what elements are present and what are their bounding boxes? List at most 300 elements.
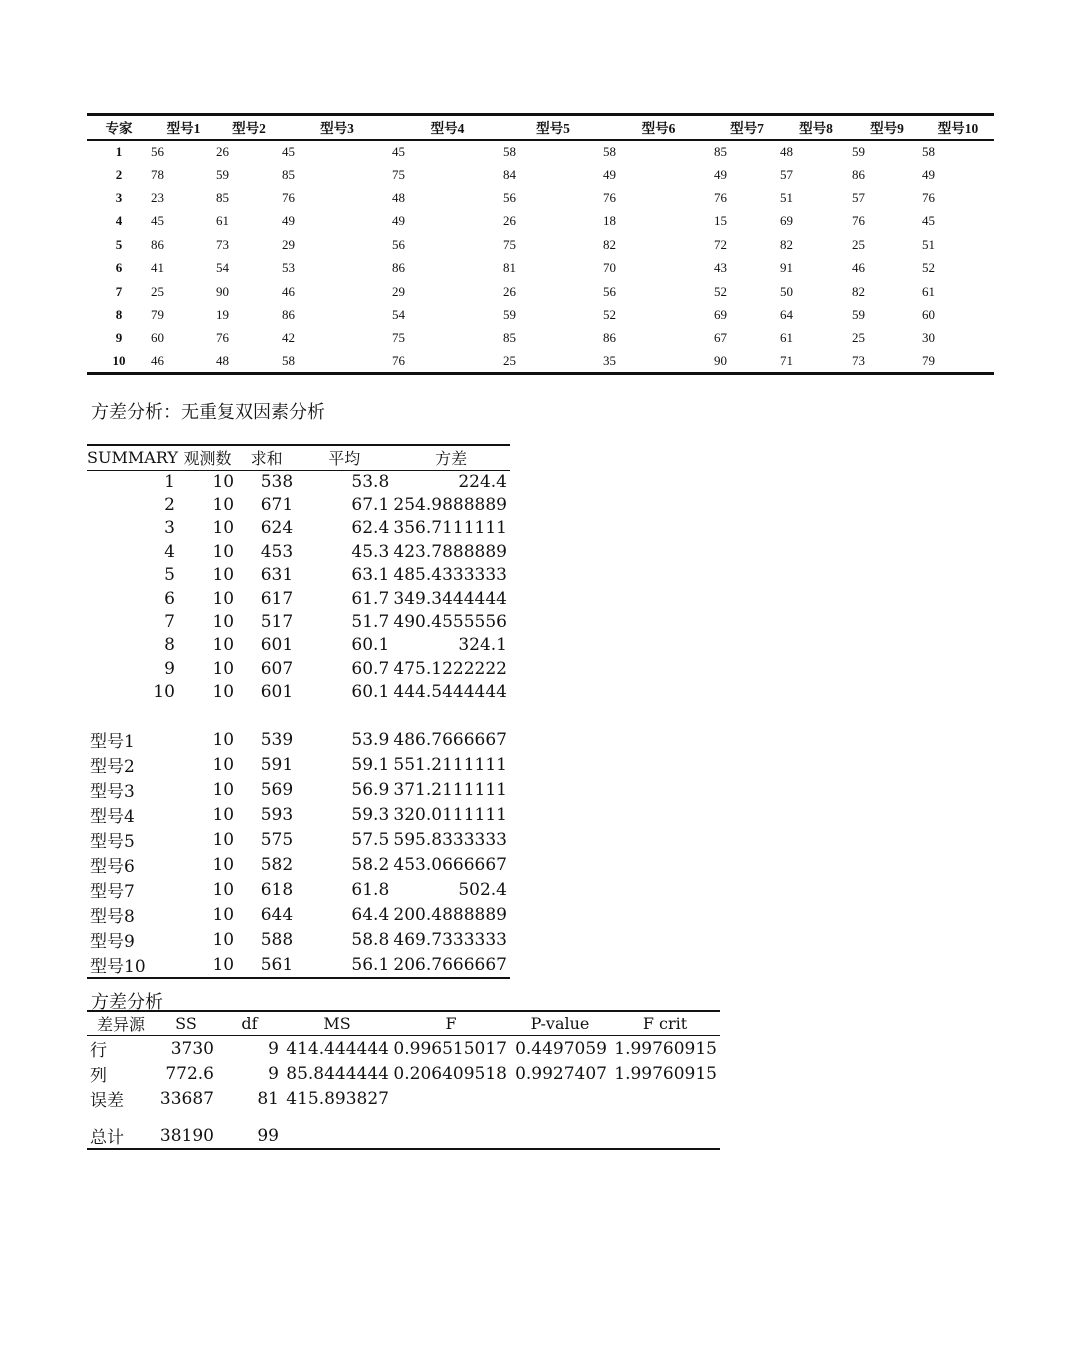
score-cell: 86 xyxy=(603,330,616,346)
anova-column-header: SS xyxy=(155,1011,217,1036)
summary-cell: 4 xyxy=(164,541,175,562)
score-cell: 45 xyxy=(392,143,405,159)
expert-id-cell: 5 xyxy=(115,236,123,252)
summary-row xyxy=(87,727,510,752)
anova-column-header: MS xyxy=(282,1011,392,1036)
summary-cell: 475.1222222 xyxy=(393,658,507,679)
score-cell: 90 xyxy=(714,352,727,368)
table-row xyxy=(87,233,994,256)
summary-cell: 631 xyxy=(260,565,294,586)
score-cell: 73 xyxy=(852,352,865,368)
anova-header-row xyxy=(87,1011,720,1036)
summary-row xyxy=(87,564,510,587)
summary-cell: 61.7 xyxy=(351,588,390,609)
summary-cell: 56.1 xyxy=(351,954,390,975)
summary-row xyxy=(87,657,510,680)
summary-cell: 58.8 xyxy=(351,929,390,950)
summary-cell: 10 xyxy=(212,929,235,950)
table-row xyxy=(87,280,994,303)
summary-cell: 254.9888889 xyxy=(393,495,507,516)
summary-cell: 453.0666667 xyxy=(393,854,507,875)
summary-cell: 10 xyxy=(212,635,235,656)
summary-row xyxy=(87,493,510,516)
summary-cell: 型号7 xyxy=(90,882,135,903)
summary-cell: 10 xyxy=(212,588,235,609)
score-cell: 69 xyxy=(714,306,727,322)
score-cell: 52 xyxy=(714,283,727,299)
score-cell: 58 xyxy=(503,143,516,159)
summary-row xyxy=(87,470,510,493)
score-cell: 58 xyxy=(922,143,935,159)
score-cell: 56 xyxy=(151,143,164,159)
score-cell: 46 xyxy=(852,260,865,276)
expert-id-cell: 6 xyxy=(115,260,123,276)
summary-cell: 型号9 xyxy=(90,932,135,953)
summary-cell: 10 xyxy=(212,779,235,800)
summary-cell: 10 xyxy=(212,729,235,750)
score-cell: 69 xyxy=(780,213,793,229)
score-cell: 29 xyxy=(282,236,295,252)
score-cell: 45 xyxy=(151,213,164,229)
score-cell: 49 xyxy=(603,166,616,182)
summary-cell: 349.3444444 xyxy=(393,588,507,609)
score-cell: 49 xyxy=(714,166,727,182)
anova-cell xyxy=(510,1123,610,1149)
score-cell: 85 xyxy=(503,330,516,346)
anova-cell: 总计 xyxy=(90,1128,124,1148)
score-cell: 76 xyxy=(282,189,295,205)
score-cell: 48 xyxy=(392,189,405,205)
summary-cell: 593 xyxy=(260,804,294,825)
summary-cell: 型号2 xyxy=(90,757,135,778)
summary-cell: 224.4 xyxy=(458,471,507,492)
summary-header-row xyxy=(87,445,510,470)
score-cell: 25 xyxy=(852,236,865,252)
column-header: 型号9 xyxy=(852,115,922,140)
anova-cell: 0.9927407 xyxy=(515,1063,607,1084)
anova-cell xyxy=(610,1086,720,1111)
summary-row xyxy=(87,827,510,852)
score-cell: 56 xyxy=(603,283,616,299)
summary-cell: 64.4 xyxy=(351,904,390,925)
score-cell: 18 xyxy=(603,213,616,229)
summary-cell: 206.7666667 xyxy=(393,954,507,975)
anova-cell: 9 xyxy=(268,1038,279,1059)
table-row xyxy=(87,256,994,279)
anova-cell: 81 xyxy=(257,1088,279,1109)
score-cell: 72 xyxy=(714,236,727,252)
score-cell: 53 xyxy=(282,260,295,276)
summary-cell: 型号6 xyxy=(90,857,135,878)
score-cell: 59 xyxy=(503,306,516,322)
anova-cell: 1.99760915 xyxy=(614,1063,717,1084)
score-cell: 61 xyxy=(922,283,935,299)
summary-cell: 9 xyxy=(164,658,175,679)
summary-cell: 423.7888889 xyxy=(393,541,507,562)
score-cell: 52 xyxy=(922,260,935,276)
summary-cell: 45.3 xyxy=(351,541,390,562)
column-header: 型号8 xyxy=(780,115,852,140)
summary-cell: 569 xyxy=(260,779,294,800)
score-cell: 45 xyxy=(282,143,295,159)
score-cell: 41 xyxy=(151,260,164,276)
column-header: 型号7 xyxy=(714,115,780,140)
anova-cell: 772.6 xyxy=(165,1063,214,1084)
summary-cell: 469.7333333 xyxy=(393,929,507,950)
score-cell: 26 xyxy=(503,283,516,299)
table-row xyxy=(87,163,994,186)
summary-cell: 60.1 xyxy=(351,635,390,656)
summary-cell: 10 xyxy=(212,471,235,492)
summary-cell: 1 xyxy=(164,471,175,492)
anova-table xyxy=(87,1010,720,1150)
table-row xyxy=(87,210,994,233)
summary-column-header: 方差 xyxy=(392,445,510,470)
summary-cell: 453 xyxy=(260,541,294,562)
score-cell: 25 xyxy=(852,330,865,346)
score-cell: 75 xyxy=(392,166,405,182)
score-cell: 86 xyxy=(151,236,164,252)
anova-cell: 误差 xyxy=(90,1091,124,1111)
score-cell: 86 xyxy=(852,166,865,182)
summary-cell: 60.1 xyxy=(351,682,390,703)
summary-cell: 59.1 xyxy=(351,754,390,775)
expert-table-header-row xyxy=(87,115,994,140)
anova-cell: 99 xyxy=(257,1125,279,1146)
anova-column-header: P-value xyxy=(510,1011,610,1036)
column-header: 型号1 xyxy=(151,115,216,140)
anova-cell: 85.8444444 xyxy=(286,1063,389,1084)
anova-cell: 33687 xyxy=(159,1088,214,1109)
score-cell: 60 xyxy=(922,306,935,322)
summary-cell: 53.8 xyxy=(351,471,390,492)
anova-cell xyxy=(282,1123,392,1149)
anova-cell xyxy=(392,1086,510,1111)
summary-row xyxy=(87,634,510,657)
score-cell: 81 xyxy=(503,260,516,276)
score-cell: 85 xyxy=(714,143,727,159)
summary-cell: 型号4 xyxy=(90,807,135,828)
score-cell: 49 xyxy=(282,213,295,229)
summary-cell: 60.7 xyxy=(351,658,390,679)
summary-row xyxy=(87,752,510,777)
summary-cell: 10 xyxy=(212,854,235,875)
score-cell: 86 xyxy=(392,260,405,276)
column-header: 专家 xyxy=(87,115,151,140)
summary-column-header: 求和 xyxy=(237,445,296,470)
score-cell: 45 xyxy=(922,213,935,229)
anova-total-row xyxy=(87,1123,720,1149)
anova-cell xyxy=(610,1123,720,1149)
summary-cell: 61.8 xyxy=(351,879,390,900)
summary-cell: 324.1 xyxy=(458,635,507,656)
anova-cell xyxy=(392,1123,510,1149)
score-cell: 42 xyxy=(282,330,295,346)
score-cell: 85 xyxy=(216,189,229,205)
summary-cell: 624 xyxy=(260,518,294,539)
score-cell: 76 xyxy=(852,213,865,229)
anova-spacer xyxy=(87,1111,720,1123)
score-cell: 71 xyxy=(780,352,793,368)
summary-row xyxy=(87,802,510,827)
summary-cell: 3 xyxy=(164,518,175,539)
score-cell: 61 xyxy=(780,330,793,346)
table-row xyxy=(87,327,994,350)
score-cell: 59 xyxy=(852,306,865,322)
summary-row xyxy=(87,927,510,952)
score-cell: 19 xyxy=(216,306,229,322)
expert-id-cell: 1 xyxy=(115,143,123,159)
summary-row xyxy=(87,540,510,563)
score-cell: 26 xyxy=(503,213,516,229)
anova-cell: 行 xyxy=(90,1041,107,1061)
score-cell: 26 xyxy=(216,143,229,159)
summary-row xyxy=(87,902,510,927)
score-cell: 25 xyxy=(503,352,516,368)
summary-cell: 58.2 xyxy=(351,854,390,875)
summary-cell: 10 xyxy=(212,565,235,586)
summary-cell: 8 xyxy=(164,635,175,656)
anova-cell: 列 xyxy=(90,1066,107,1086)
score-cell: 15 xyxy=(714,213,727,229)
summary-row xyxy=(87,852,510,877)
spacer-cell xyxy=(87,1111,720,1123)
summary-cell: 551.2111111 xyxy=(393,754,507,775)
summary-cell: 6 xyxy=(164,588,175,609)
anova-cell: 38190 xyxy=(159,1125,214,1146)
score-cell: 29 xyxy=(392,283,405,299)
score-cell: 76 xyxy=(216,330,229,346)
summary-cell: 618 xyxy=(260,879,294,900)
summary-cell: 10 xyxy=(212,904,235,925)
score-cell: 59 xyxy=(216,166,229,182)
score-cell: 75 xyxy=(392,330,405,346)
summary-cell: 320.0111111 xyxy=(393,804,507,825)
summary-cell: 型号5 xyxy=(90,832,135,853)
summary-cell: 10 xyxy=(212,829,235,850)
column-header: 型号10 xyxy=(922,115,994,140)
summary-cell: 575 xyxy=(260,829,294,850)
summary-cell: 671 xyxy=(260,495,294,516)
score-cell: 73 xyxy=(216,236,229,252)
score-cell: 48 xyxy=(216,352,229,368)
summary-cell: 53.9 xyxy=(351,729,390,750)
score-cell: 82 xyxy=(780,236,793,252)
column-header: 型号4 xyxy=(392,115,503,140)
anova-cell: 0.996515017 xyxy=(393,1038,507,1059)
summary-cell: 644 xyxy=(260,904,294,925)
expert-id-cell: 9 xyxy=(115,330,123,346)
table-row xyxy=(87,303,994,326)
table-row xyxy=(87,350,994,373)
score-cell: 49 xyxy=(922,166,935,182)
score-cell: 78 xyxy=(151,166,164,182)
spacer-cell xyxy=(87,704,510,727)
summary-cell: 10 xyxy=(212,658,235,679)
summary-cell: 582 xyxy=(260,854,294,875)
anova-column-header: df xyxy=(217,1011,282,1036)
summary-spacer xyxy=(87,704,510,727)
score-cell: 59 xyxy=(852,143,865,159)
score-cell: 46 xyxy=(151,352,164,368)
anova-cell xyxy=(510,1086,610,1111)
score-cell: 90 xyxy=(216,283,229,299)
summary-row xyxy=(87,777,510,802)
score-cell: 91 xyxy=(780,260,793,276)
column-header: 型号6 xyxy=(603,115,714,140)
anova-cell: 415.893827 xyxy=(286,1088,389,1109)
anova-cell: 414.444444 xyxy=(286,1038,389,1059)
summary-cell: 10 xyxy=(153,682,175,703)
summary-column-header: 平均 xyxy=(296,445,392,470)
summary-cell: 601 xyxy=(260,682,294,703)
score-cell: 64 xyxy=(780,306,793,322)
summary-cell: 486.7666667 xyxy=(393,729,507,750)
score-cell: 84 xyxy=(503,166,516,182)
anova-row xyxy=(87,1036,720,1062)
expert-scores-table xyxy=(87,113,994,375)
anova-column-header: F crit xyxy=(610,1011,720,1036)
summary-cell: 10 xyxy=(212,612,235,633)
summary-cell: 型号8 xyxy=(90,907,135,928)
score-cell: 85 xyxy=(282,166,295,182)
score-cell: 70 xyxy=(603,260,616,276)
summary-cell: 10 xyxy=(212,495,235,516)
summary-cell: 63.1 xyxy=(351,565,390,586)
summary-cell: 444.5444444 xyxy=(393,682,507,703)
anova-cell: 3730 xyxy=(170,1038,214,1059)
score-cell: 79 xyxy=(922,352,935,368)
summary-cell: 591 xyxy=(260,754,294,775)
summary-cell: 57.5 xyxy=(351,829,390,850)
summary-cell: 490.4555556 xyxy=(393,612,507,633)
summary-cell: 595.8333333 xyxy=(393,829,507,850)
summary-column-header: SUMMARY xyxy=(87,445,178,470)
score-cell: 67 xyxy=(714,330,727,346)
summary-cell: 10 xyxy=(212,682,235,703)
score-cell: 48 xyxy=(780,143,793,159)
score-cell: 23 xyxy=(151,189,164,205)
summary-cell: 型号10 xyxy=(90,957,146,978)
summary-row xyxy=(87,587,510,610)
summary-cell: 10 xyxy=(212,754,235,775)
score-cell: 61 xyxy=(216,213,229,229)
anova-cell: 1.99760915 xyxy=(614,1038,717,1059)
score-cell: 56 xyxy=(392,236,405,252)
summary-cell: 561 xyxy=(260,954,294,975)
score-cell: 51 xyxy=(780,189,793,205)
summary-cell: 10 xyxy=(212,804,235,825)
score-cell: 52 xyxy=(603,306,616,322)
summary-cell: 601 xyxy=(260,635,294,656)
score-cell: 56 xyxy=(503,189,516,205)
score-cell: 60 xyxy=(151,330,164,346)
summary-cell: 10 xyxy=(212,541,235,562)
score-cell: 30 xyxy=(922,330,935,346)
anova-table-title: 方差分析 xyxy=(91,992,163,1013)
summary-cell: 10 xyxy=(212,954,235,975)
summary-cell: 485.4333333 xyxy=(393,565,507,586)
anova-cell: 9 xyxy=(268,1063,279,1084)
summary-cell: 356.7111111 xyxy=(393,518,507,539)
table-row xyxy=(87,186,994,209)
score-cell: 76 xyxy=(714,189,727,205)
score-cell: 46 xyxy=(282,283,295,299)
summary-cell: 538 xyxy=(260,471,294,492)
summary-row xyxy=(87,610,510,633)
column-header: 型号5 xyxy=(503,115,603,140)
summary-cell: 607 xyxy=(260,658,294,679)
summary-cell: 502.4 xyxy=(458,879,507,900)
summary-row xyxy=(87,681,510,704)
summary-cell: 588 xyxy=(260,929,294,950)
expert-id-cell: 10 xyxy=(112,352,126,368)
expert-id-cell: 2 xyxy=(115,166,123,182)
summary-row xyxy=(87,952,510,978)
summary-cell: 59.3 xyxy=(351,804,390,825)
summary-cell: 型号3 xyxy=(90,782,135,803)
score-cell: 79 xyxy=(151,306,164,322)
expert-id-cell: 3 xyxy=(115,189,123,205)
column-header: 型号3 xyxy=(282,115,392,140)
score-cell: 82 xyxy=(603,236,616,252)
summary-cell: 200.4888889 xyxy=(393,904,507,925)
summary-cell: 517 xyxy=(260,612,294,633)
score-cell: 51 xyxy=(922,236,935,252)
summary-cell: 371.2111111 xyxy=(393,779,507,800)
summary-cell: 62.4 xyxy=(351,518,390,539)
expert-id-cell: 4 xyxy=(115,213,123,229)
anova-row xyxy=(87,1061,720,1086)
summary-cell: 10 xyxy=(212,518,235,539)
score-cell: 58 xyxy=(603,143,616,159)
table-row xyxy=(87,140,994,163)
score-cell: 75 xyxy=(503,236,516,252)
summary-cell: 617 xyxy=(260,588,294,609)
score-cell: 25 xyxy=(151,283,164,299)
score-cell: 76 xyxy=(392,352,405,368)
score-cell: 86 xyxy=(282,306,295,322)
score-cell: 54 xyxy=(216,260,229,276)
column-header: 型号2 xyxy=(216,115,282,140)
summary-cell: 7 xyxy=(164,612,175,633)
score-cell: 76 xyxy=(922,189,935,205)
anova-cell: 0.206409518 xyxy=(393,1063,507,1084)
summary-column-header: 观测数 xyxy=(178,445,237,470)
summary-cell: 10 xyxy=(212,879,235,900)
score-cell: 54 xyxy=(392,306,405,322)
score-cell: 82 xyxy=(852,283,865,299)
summary-row xyxy=(87,877,510,902)
expert-id-cell: 7 xyxy=(115,283,123,299)
summary-cell: 51.7 xyxy=(351,612,390,633)
score-cell: 50 xyxy=(780,283,793,299)
summary-cell: 5 xyxy=(164,565,175,586)
summary-cell: 2 xyxy=(164,495,175,516)
summary-cell: 型号1 xyxy=(90,732,135,753)
anova-title: 方差分析：无重复双因素分析 xyxy=(91,402,325,423)
anova-cell: 0.4497059 xyxy=(515,1038,607,1059)
summary-row xyxy=(87,517,510,540)
summary-table xyxy=(87,444,510,979)
score-cell: 43 xyxy=(714,260,727,276)
score-cell: 57 xyxy=(780,166,793,182)
score-cell: 49 xyxy=(392,213,405,229)
expert-id-cell: 8 xyxy=(115,306,123,322)
score-cell: 57 xyxy=(852,189,865,205)
summary-cell: 539 xyxy=(260,729,294,750)
summary-cell: 67.1 xyxy=(351,495,390,516)
